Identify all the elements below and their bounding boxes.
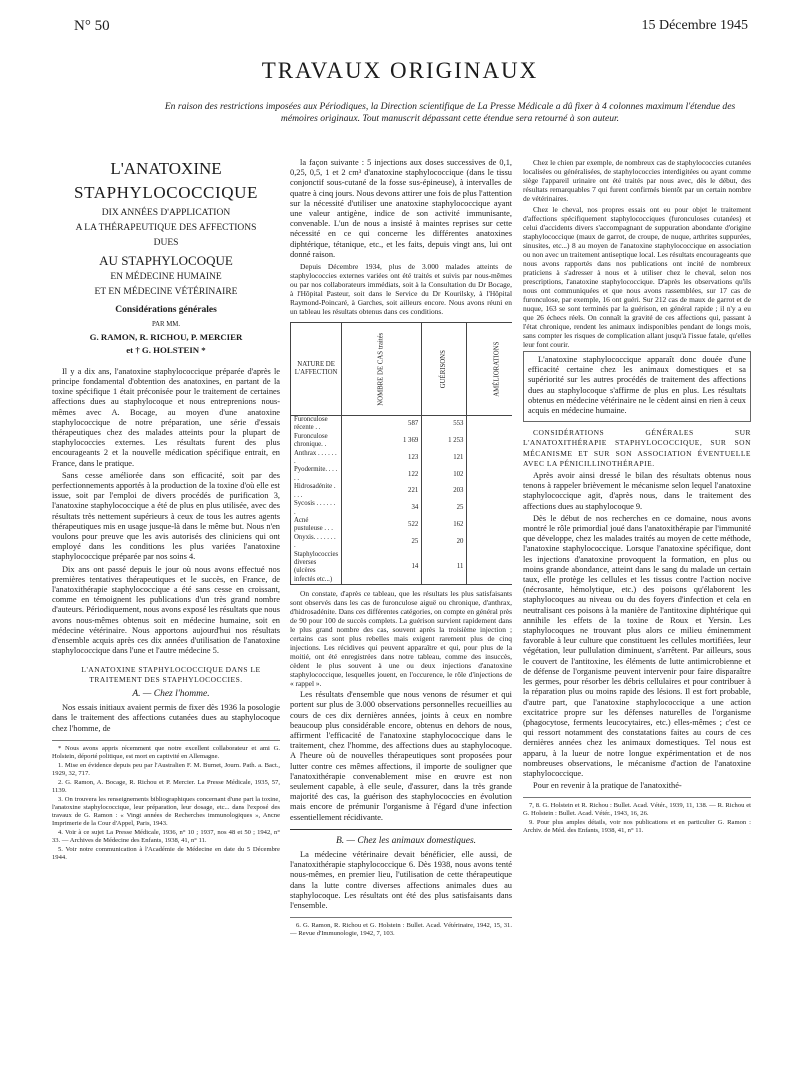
highlight-box — [523, 351, 751, 422]
paragraph: Pour en revenir à la pratique de l'anatoxithé- — [533, 781, 682, 791]
table-cell: 553 — [422, 416, 467, 433]
table-cell: 162 — [422, 517, 467, 534]
table-row — [291, 433, 513, 450]
paragraph: Les résultats d'ensemble que nous venons de résumer et qui portent sur plus de 3.000 observations personnelles recueillies au cours de ces dix dernières années, joints à ceux en nombre beaucoup plus considérable encore, obtenus en dehors de nous, affirment l'efficacité de l'anatoxine staphylococcique dans le traitement, chez l'homme, des affections dues au staphylocoque. A l'heure où de nouvelles thérapeutiques sont proposées pour lutter contre ces mêmes affections, il importe de souligner que l'anatoxithérapie convenablement mise en œuvre est non seulement capable, à elle seule, d'assurer, dans la très grande majorité des cas, la guérison des staphylococcies en évolution mais encore de prémunir l'organisme à l'égard d'une infection essentiellement récidivante. — [290, 690, 512, 822]
paragraph: Nos essais initiaux avaient permis de fixer dès 1936 la posologie dans le traitement des affections cutanées dues au staphylocoque chez l'homme, de — [52, 703, 280, 733]
footnote: 2. G. Ramon, A. Bocage, R. Richou et P. Mercier. La Presse Médicale, 1935, 57, 1139. — [52, 778, 280, 794]
column-3 — [523, 158, 751, 1076]
article-by: PAR MM. — [151, 321, 181, 329]
table-cell: 221 — [342, 483, 422, 500]
table-cell: 121 — [422, 450, 467, 467]
table-cell: 587 — [342, 416, 422, 433]
table-cell: Pyodermite. . . . . . — [291, 466, 342, 483]
table-cell — [467, 534, 512, 551]
column-2 — [290, 158, 512, 1058]
table-row — [291, 450, 513, 467]
table-cell: 20 — [422, 534, 467, 551]
paragraph: Dès le début de nos recherches en ce domaine, nous avons montré le rôle primordial joué dans l'anatoxithérapie par l'immunité que développe, chez les malades traités au moyen de cette méthode, l'anatoxine staphylococcique. Lorsque l'anatoxine spécifique, dont les injections d'anatoxine provoquent la formation, en plus ou moins grande abondance, atteint dans le sang du malade un certain taux, elle protège les cellules et les tissus contre l'action nocive (nécrosante, hémolytique, etc.) des poisons qu'élaborent les staphylocoques au niveau ou du des foyers d'infection et cela en neutralisant ces poisons à la manière de l'antitoxine diphtérique qui annihile les effets de la toxine de Roux et Yersin. Les staphylocoques ne trouvant plus alors ce milieu éminemment favorable à leur culture que constituent les cellules mortifiées, leur végétation, leur pullulation diminuent, s'arrêtent. Par ailleurs, sous le couvert de l'antitoxine, les éléments de lutte antimicrobienne et de défense de l'organisme peuvent intervenir pour faire disparaître les germes, pour résorber les débris cellulaires et pour contribuer à la réparation plus ou moins rapide des lésions. Il est fort probable, d'autre part, que l'anatoxine staphylococcique a une action excitatrice propre sur les défenses naturelles de l'organisme (phagocytose, ferments leucocytaires, etc.) elles-mêmes ; c'est ce qui ressort notamment des constatations faites au cours de ces dernières années chez les animaux domestiques. Tel nous est apparu, à la lueur de notre longue expérimentation et de nos nombreuses observations, le mécanisme d'action de l'anatoxine staphylococcique. — [523, 513, 751, 778]
section-subheading: A. — Chez l'homme. — [132, 688, 210, 699]
article-subtitle-6: ET EN MÉDECINE VÉTÉRINAIRE — [94, 287, 238, 297]
paragraph: Depuis Décembre 1934, plus de 3.000 malades atteints de staphylococcies externes variées ont été traités et suivis par nous-mêmes ou par nos collaborateurs immédiats, soit à la Consultation du Dr Bocage, à l'Hôpital Pasteur, soit dans le Service du Dr Kourilsky, à l'Hôpital Raymond-Poincaré, à Garches, soit ailleurs encore. Nous avons réuni en un tableau les résultats obtenus dans ces conditions. — [290, 262, 512, 317]
divider — [290, 829, 512, 830]
table-cell: Onyxis. . . . . . . . — [291, 534, 342, 551]
table-cell: 14 — [342, 551, 422, 585]
table-cell: 102 — [422, 466, 467, 483]
table-row — [291, 551, 513, 585]
article-subtitle-5: EN MÉDECINE HUMAINE — [110, 272, 222, 282]
paragraph: Sans cesse améliorée dans son efficacité, soit par des perfectionnements apportés à la production de la toxine d'où elle est issue, soit par l'emploi de divers procédés de purification 3, l'anatoxine staphylococcique a été de plus en plus utilisée, avec des résultats très nettement supérieurs à ceux de tous les autres agents thérapeutiques mis en usage jusque-là dans le même but. Nous n'en voulons pour preuve que les avis autorisés des cliniciens qui ont employé dans les conditions les plus variées l'anatoxine staphylococcique préparée par nos soins 4. — [52, 470, 280, 562]
table-cell — [467, 500, 512, 517]
paragraph: la façon suivante : 5 injections aux doses successives de 0,1, 0,25, 0,5, 1 et 2 cm³ d'anatoxine staphylococcique (dans le tissu conjonctif sous-cutané de la fosse sus-épineuse), à intervalles de quatre à cinq jours. Nous devons attirer une fois de plus l'attention sur la nécessité d'utiliser une anatoxine staphylococcique ayant une valeur antigène, indice de son activité immunisante, convenable. L'un de nous a insisté à maintes reprises sur cette nécessité en ce qui concerne les différentes anatoxines diphtérique, tétanique, etc., et les faits, depuis vingt ans, lui ont donné raison. — [290, 158, 512, 259]
table-cell: Staphylococcies diverses (ulcères infectés etc...) — [291, 551, 342, 585]
footnote: 4. Voir à ce sujet La Presse Médicale, 1936, n° 10 ; 1937, nos 48 et 50 ; 1942, n° 33. — Archives de Médecine des Enfants, 1938, 41, n° 11. — [52, 828, 280, 844]
paragraph: Dix ans ont passé depuis le jour où nous avons effectué nos premières tentatives thérapeutiques et le succès, en France, de l'anatoxithérapie staphylococcique a été sans cesse en croissant, comme en témoignent les publications d'un très grand nombre d'auteurs. Périodiquement, nous avons exposé les résultats que nous avons nous-mêmes obtenus soit en médecine humaine, soit en médecine vétérinaire. Nous apportons aujourd'hui nos résultats d'ensemble acquis après ces dix années d'utilisation de l'anatoxine staphylococcique dans l'une et l'autre médecine 5. — [52, 564, 280, 656]
table-cell: 203 — [422, 483, 467, 500]
paragraph: La médecine vétérinaire devait bénéficier, elle aussi, de l'anatoxithérapie staphylococcique 6. Dès 1938, nous avons tenté nous-mêmes, en premier lieu, l'utilisation de cette thérapeutique dans la lutte contre diverses affections animales dues au staphylocoque. Les résultats ont été des plus satisfaisants dans l'ensemble. — [290, 850, 512, 911]
table-cell: 11 — [422, 551, 467, 585]
footnote: 6. G. Ramon, R. Richou et G. Holstein : Bullet. Acad. Vétérinaire, 1942, 15, 31. — Revue d'Immunologie, 1942, 7, 103. — [290, 922, 512, 938]
table-row — [291, 517, 513, 534]
footnotes — [290, 917, 512, 938]
article-section-heading: Considérations générales — [115, 305, 217, 315]
table-header: NOMBRE DE CAS traités — [342, 323, 422, 416]
article-subtitle-2: A LA THÉRAPEUTIQUE DES AFFECTIONS — [75, 223, 257, 233]
table-cell: 34 — [342, 500, 422, 517]
footnote: 7, 8. G. Holstein et R. Richou : Bullet. Acad. Vétér., 1939, 11, 138. — R. Richou et G. Holstein : Bullet. Acad. Vétér., 1943, 16, 26. — [523, 802, 751, 818]
footnotes — [523, 797, 751, 835]
issue-number: N° 50 — [74, 18, 110, 34]
footnote: 1. Mise en évidence depuis peu par l'Australien F. M. Burnet, Journ. Path. a. Bact., 1929, 32, 717. — [52, 761, 280, 777]
paragraph: Après avoir ainsi dressé le bilan des résultats obtenus nous tenons à rappeler brièvement le mécanisme selon lequel l'anatoxine staphylococcique agit, d'après nous, dans le traitement des affections dues au staphylocoque 9. — [523, 471, 751, 511]
section-subheading: B. — Chez les animaux domestiques. — [335, 835, 477, 846]
table-cell: 1 369 — [342, 433, 422, 450]
table-cell: 25 — [342, 534, 422, 551]
table-cell — [467, 433, 512, 450]
table-cell: Hidrosadénite . . . . — [291, 483, 342, 500]
table-cell: Anthrax . . . . . . . — [291, 450, 342, 467]
table-cell — [467, 483, 512, 500]
table-header: GUÉRISONS — [422, 323, 467, 416]
paragraph: Il y a dix ans, l'anatoxine staphylococcique préparée d'après le principe fondamental d'obtention des anatoxines, en partant de la toxine spécifique 1 était préconisée pour le traitement de certaines affections dues au staphylocoque et nous entreprenions nous-mêmes avec A. Bocage, au moyen d'une anatoxine staphylococcique de notre préparation, une série d'essais thérapeutiques chez des malades atteints pour la plupart de staphylococcies externes. Les résultats furent des plus encourageants 2 et la nouvelle médication spécifique entrait, en France, dans le pratique. — [52, 366, 280, 468]
table-row — [291, 534, 513, 551]
table-header: NATURE DE L'AFFECTION — [291, 323, 342, 416]
editorial-notice: En raison des restrictions imposées aux Périodiques, la Direction scientifique de La Presse Médicale a dû fixer à 4 colonnes maximum l'étendue des mémoires originaux. Tout manuscrit dépassant cette étendue sera retourné à son auteur. — [164, 101, 736, 125]
table-row — [291, 500, 513, 517]
article-subtitle-4: AU STAPHYLOCOQUE — [99, 253, 233, 268]
section-title: TRAVAUX ORIGINAUX — [261, 58, 539, 83]
paragraph: On constate, d'après ce tableau, que les résultats les plus satisfaisants sont observés dans les cas de furonculose aiguë ou chronique, d'anthrax, d'hidrosadénite. Dans ces différentes catégories, on compte en général près de 90 pour 100 de succès complets. La guérison survient rapidement dans le plus grand nombre des cas, souvent après la troisième injection ; certains cas sont plus rebelles mais exigent rarement plus de cinq injections. Les récidives qui peuvent apparaître et qui, pour plus de la moitié, ont été enregistrées dans notre tableau, comme des insuccès, cèdent le plus souvent à une ou deux injections d'anatoxine staphylococcique, lesquelles jouent, en l'occurence, le rôle d'injections de « rappel ». — [290, 589, 512, 689]
table-cell — [467, 466, 512, 483]
table-cell: Sycosis . . . . . . . — [291, 500, 342, 517]
table-cell: Acné pustuleuse . . . — [291, 517, 342, 534]
table-row — [291, 416, 513, 433]
table-cell: 522 — [342, 517, 422, 534]
table-row — [291, 466, 513, 483]
table-cell: 123 — [342, 450, 422, 467]
table-header: AMÉLIORATIONS — [467, 323, 512, 416]
section-heading: L'ANATOXINE STAPHYLOCOCCIQUE DANS LE TRAITEMENT DES STAPHYLOCOCCIES. — [81, 664, 261, 684]
table-cell — [467, 450, 512, 467]
footnote: 5. Voir notre communication à l'Académie de Médecine en date du 5 Décembre 1944. — [52, 845, 280, 861]
table-row — [291, 483, 513, 500]
article-title-2: STAPHYLOCOCCIQUE — [74, 183, 258, 202]
results-table — [290, 322, 512, 585]
table-cell — [467, 551, 512, 585]
table-cell — [467, 416, 512, 433]
article-title: L'ANATOXINE — [110, 159, 222, 178]
footnote: * Nous avons appris récemment que notre excellent collaborateur et ami G. Holstein, déporté politique, est mort en captivité en Allemagne. — [52, 744, 280, 760]
footnote: 3. On trouvera les renseignements bibliographiques concernant d'une part la toxine, l'anatoxine staphylococcique, leur préparation, leur dosage, etc... dans l'exposé des travaux de G. Ramon : « Vingt années de Recherches immunologiques », Ancne Imprimerie de la Cour d'Appel, Paris, 1943. — [52, 795, 280, 827]
paragraph: L'anatoxine staphylococcique apparaît donc douée d'une efficacité certaine chez les animaux domestiques et sa supériorité sur les autres procédés de traitement des affections dues au staphylocoque s'affirme de plus en plus. Les résultats obtenus en médecine vétérinaire ne le cèdent ainsi en rien à ceux acquis en médecine humaine. — [528, 355, 746, 416]
article-subtitle-3: DUES — [153, 238, 179, 248]
table-cell: Furonculose récente . . — [291, 416, 342, 433]
section-heading: CONSIDÉRATIONS GÉNÉRALES SUR L'ANATOXITHÉRAPIE STAPHYLOCOCCIQUE, SUR SON MÉCANISME ET SUR SON ASSOCIATION ÉVENTUELLE AVEC LA PÉNICILLINOTHÉRAPIE. — [523, 428, 751, 468]
article-authors: G. RAMON, R. RICHOU, P. MERCIER — [89, 332, 243, 343]
table-cell: 1 253 — [422, 433, 467, 450]
table-cell: Furonculose chronique. . — [291, 433, 342, 450]
paragraph: Chez le cheval, nos propres essais ont eu pour objet le traitement d'affections spécifiquement staphylococciques (furonculoses cutanées) et celui d'accidents divers s'accompagnant de suppuration abondante d'origine staphylococcique (maux de garrot, de croupe, de nuque, arthrites suppurées, sinusites, etc...) 8 au moyen de l'anatoxine staphylococcique en association ou non avec un traitement antiseptique local. Les résultats encourageants que nous avons rapportés dans nos publications ont incité de nombreux praticiens à s'adresser à nous et à utiliser chez le cheval, selon nos prescriptions, l'anatoxine staphylococcique. D'après les observations qu'ils nous ont communiquées et que nous avons rassemblées, sur 17 cas de furonculose, par exemple, 16 ont guéri. Sur 212 cas de maux de garrot et de nuque, 163 se sont terminés par la guérison, en général rapide ; il n'y a eu que 26 échecs réels. On connaît la gravité de ces affections qui, passant à l'état chronique, rendent les animaux indisponibles pendant de longs mois, sans compter les risques de complication allant jusqu'à l'issue fatale, qu'elles leur font courir. — [523, 205, 751, 349]
issue-date: 15 Décembre 1945 — [641, 18, 748, 33]
footnotes — [52, 740, 280, 862]
footnote: 9. Pour plus amples détails, voir nos publications et en particulier G. Ramon : Archiv. de Méd. des Enfants, 1938, 41, n° 11. — [523, 819, 751, 835]
column-1 — [52, 158, 280, 1068]
table-cell — [467, 517, 512, 534]
article-authors-2: et † G. HOLSTEIN * — [126, 344, 206, 355]
paragraph: Chez le chien par exemple, de nombreux cas de staphylococcies cutanées localisées ou généralisées, de staphylococcies interdigitées ou ayant comme siège l'appareil urinaire ont été traités par nous avec, dès le début, des résultats remarquables 7 qui furent confirmés bientôt par un certain nombre de vétérinaires. — [523, 158, 751, 203]
article-subtitle-1: DIX ANNÉES D'APPLICATION — [101, 208, 231, 218]
table-cell: 122 — [342, 466, 422, 483]
table-cell: 25 — [422, 500, 467, 517]
